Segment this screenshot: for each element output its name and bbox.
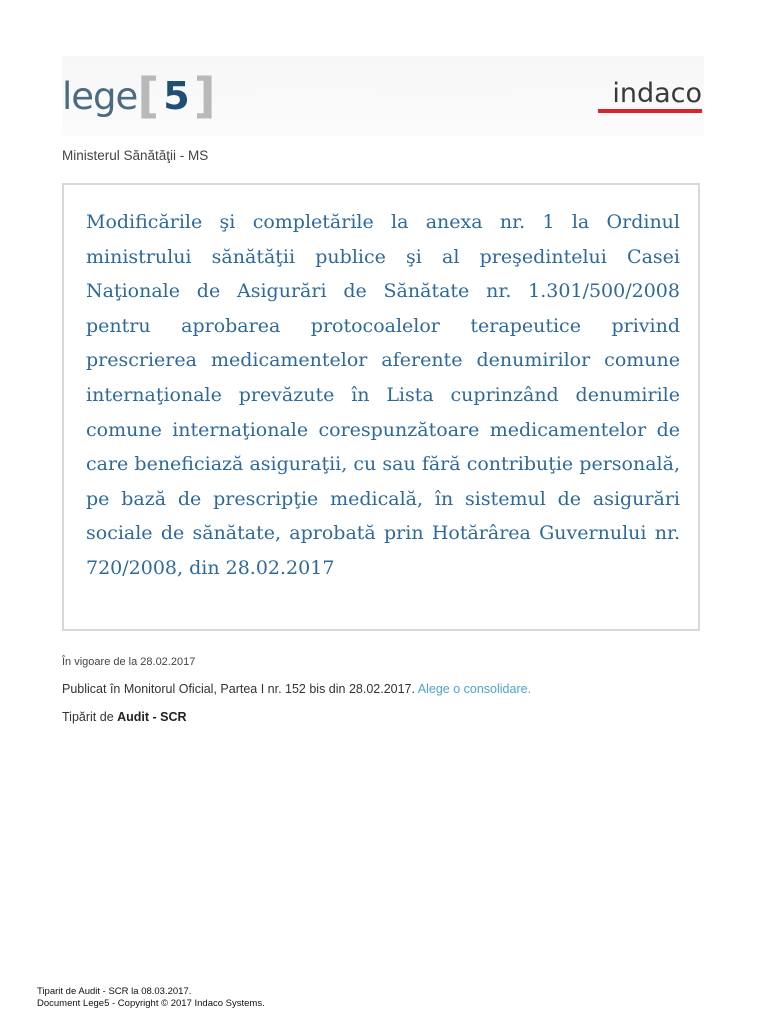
effective-date: În vigoare de la 28.02.2017	[62, 656, 196, 668]
consolidation-link[interactable]: Alege o consolidare.	[417, 682, 532, 696]
printed-by-prefix: Tipărit de	[62, 710, 118, 724]
printed-by	[62, 710, 187, 724]
publication-text: Publicat în Monitorul Oficial, Partea I nr. 152 bis din 28.02.2017.	[62, 682, 418, 696]
lege5-logo-close-bracket: ]	[193, 68, 216, 124]
lege5-logo-word: lege	[62, 74, 138, 118]
document-title-box	[62, 183, 700, 631]
document-title: Modificările şi completările la anexa nr. 1 la Ordinul ministrului sănătăţii publice şi al preşedintelui Casei Naţionale de Asigurări de Sănătate nr. 1.301/500/2008 pentru aprobarea protocoalelor terapeutice privind prescrierea medicamentelor aferente denumirilor comune internaţionale prevăzute în Lista cuprinzând denumirile comune internaţionale corespunzătoare medicamentelor de care beneficiază asiguraţii, cu sau fără contribuţie personală, pe bază de prescripţie medicală, în sistemul de asigurări sociale de sănătate, aprobată prin Hotărârea Guvernului nr. 720/2008, din 28.02.2017	[86, 211, 680, 579]
lege5-logo	[62, 70, 216, 122]
indaco-logo: indaco	[612, 78, 702, 109]
footer-copyright-line: Document Lege5 - Copyright © 2017 Indaco Systems.	[37, 998, 265, 1009]
printed-by-name: Audit - SCR	[117, 710, 187, 724]
lege5-logo-number: 5	[163, 74, 190, 118]
indaco-logo-underline	[598, 109, 702, 113]
lege5-logo-open-bracket: [	[137, 68, 160, 124]
page-footer	[37, 986, 265, 1010]
document-header	[62, 56, 704, 136]
issuer-name: Ministerul Sănătăţii - MS	[62, 148, 209, 163]
footer-print-line: Tiparit de Audit - SCR la 08.03.2017.	[37, 986, 192, 997]
publication-info	[62, 682, 531, 696]
